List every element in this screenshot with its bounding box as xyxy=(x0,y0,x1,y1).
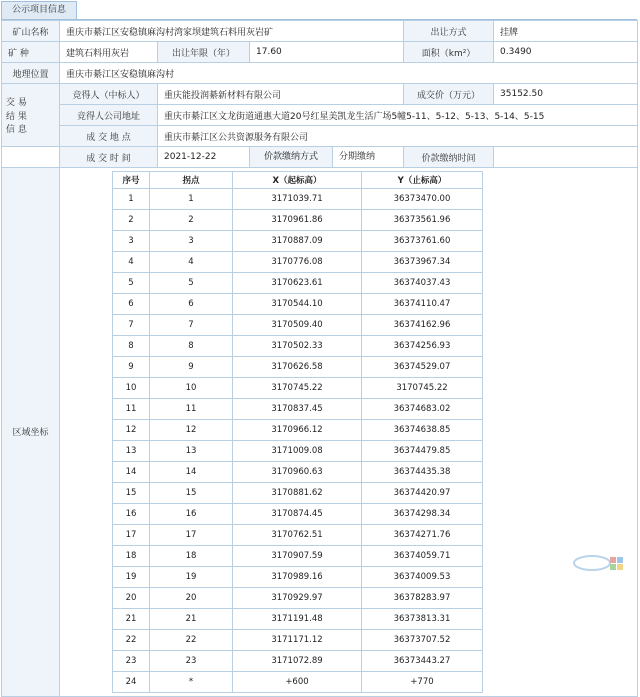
coords-row xyxy=(113,209,483,230)
term-value: 17.60 xyxy=(250,42,404,63)
coords-x: 3170887.09 xyxy=(233,230,362,251)
coords-x: 3170509.40 xyxy=(233,314,362,335)
pay-method-label: 价款缴纳方式 xyxy=(250,147,333,167)
coords-x: 3170776.08 xyxy=(233,251,362,272)
deal-time-label: 成 交 时 间 xyxy=(60,147,158,168)
coords-row xyxy=(113,314,483,335)
coords-header: 序号 xyxy=(113,172,150,189)
coords-seq: 24 xyxy=(113,671,150,692)
coords-point: 20 xyxy=(150,587,233,608)
coords-point: 5 xyxy=(150,272,233,293)
coords-x: 3170961.86 xyxy=(233,209,362,230)
coords-y: 36373707.52 xyxy=(362,629,483,650)
coords-x: 3170989.16 xyxy=(233,566,362,587)
coords-x: 3171171.12 xyxy=(233,629,362,650)
coords-x: 3170837.45 xyxy=(233,398,362,419)
watermark-logo-icon xyxy=(572,551,634,573)
coords-y: 36373813.31 xyxy=(362,608,483,629)
coords-y: 36374638.85 xyxy=(362,419,483,440)
transfer-method-label: 出让方式 xyxy=(404,21,494,42)
coords-row xyxy=(113,650,483,671)
coords-seq: 17 xyxy=(113,524,150,545)
coords-y: 36374162.96 xyxy=(362,314,483,335)
coords-header: X（起标高） xyxy=(233,172,362,189)
pay-method-value: 分期缴纳 xyxy=(339,152,376,162)
bidder-address-label: 竞得人公司地址 xyxy=(60,105,158,126)
pay-method-cell xyxy=(250,147,404,168)
coords-row xyxy=(113,230,483,251)
coords-y: 36374298.34 xyxy=(362,503,483,524)
coords-seq: 15 xyxy=(113,482,150,503)
coords-row xyxy=(113,272,483,293)
coords-x: 3171072.89 xyxy=(233,650,362,671)
coords-x: +600 xyxy=(233,671,362,692)
coords-y: 36374683.02 xyxy=(362,398,483,419)
location-label: 地理位置 xyxy=(2,63,60,84)
coords-x: 3170502.33 xyxy=(233,335,362,356)
coords-y: 36374271.76 xyxy=(362,524,483,545)
coords-row xyxy=(113,251,483,272)
coords-seq: 11 xyxy=(113,398,150,419)
coords-point: 8 xyxy=(150,335,233,356)
info-table xyxy=(1,20,638,697)
region-coords-cell xyxy=(60,168,638,697)
deal-time-spacer xyxy=(2,147,60,168)
price-value: 35152.50 xyxy=(494,84,638,105)
coords-seq: 4 xyxy=(113,251,150,272)
coords-row xyxy=(113,587,483,608)
coords-seq: 23 xyxy=(113,650,150,671)
coords-point: 23 xyxy=(150,650,233,671)
tab-project-info[interactable]: 公示项目信息 xyxy=(1,1,77,19)
bidder-address-value: 重庆市綦江区文龙街道通惠大道20号红星美凯龙生活广场5幢5-11、5-12、5-13、5-14、5-15 xyxy=(158,105,638,126)
coords-row xyxy=(113,482,483,503)
coords-row xyxy=(113,335,483,356)
coords-seq: 12 xyxy=(113,419,150,440)
coords-y: 36374435.38 xyxy=(362,461,483,482)
coords-x: 3170929.97 xyxy=(233,587,362,608)
coords-row xyxy=(113,356,483,377)
coords-seq: 21 xyxy=(113,608,150,629)
coords-y: 36374009.53 xyxy=(362,566,483,587)
term-label: 出让年限（年） xyxy=(158,42,250,63)
region-label: 区域坐标 xyxy=(2,168,60,697)
mine-name-value: 重庆市綦江区安稳镇麻沟村湾家坝建筑石料用灰岩矿 xyxy=(60,21,404,42)
coords-x: 3170544.10 xyxy=(233,293,362,314)
deal-place-label: 成 交 地 点 xyxy=(60,126,158,147)
coords-seq: 5 xyxy=(113,272,150,293)
coords-header: Y（止标高） xyxy=(362,172,483,189)
coords-point: 10 xyxy=(150,377,233,398)
coords-point: 7 xyxy=(150,314,233,335)
coords-point: 13 xyxy=(150,440,233,461)
coords-y: 36373470.00 xyxy=(362,188,483,209)
coords-row xyxy=(113,377,483,398)
bidder-label: 竞得人（中标人） xyxy=(60,84,158,105)
price-label: 成交价（万元） xyxy=(404,84,494,105)
coords-seq: 9 xyxy=(113,356,150,377)
coords-point: 11 xyxy=(150,398,233,419)
location-value: 重庆市綦江区安稳镇麻沟村 xyxy=(60,63,638,84)
coords-seq: 16 xyxy=(113,503,150,524)
coords-point: 6 xyxy=(150,293,233,314)
coords-y: 36374059.71 xyxy=(362,545,483,566)
pay-time-value xyxy=(494,147,638,168)
coords-point: 12 xyxy=(150,419,233,440)
coords-y: 36373967.34 xyxy=(362,251,483,272)
coords-seq: 10 xyxy=(113,377,150,398)
deal-place-value: 重庆市綦江区公共资源服务有限公司 xyxy=(158,126,638,147)
coords-y: 36374420.97 xyxy=(362,482,483,503)
coords-seq: 8 xyxy=(113,335,150,356)
coords-row xyxy=(113,629,483,650)
coords-point: 2 xyxy=(150,209,233,230)
coords-seq: 2 xyxy=(113,209,150,230)
coords-x: 3170966.12 xyxy=(233,419,362,440)
coords-point: 3 xyxy=(150,230,233,251)
area-value: 0.3490 xyxy=(494,42,638,63)
coords-seq: 14 xyxy=(113,461,150,482)
coords-row xyxy=(113,671,483,692)
coords-point: 9 xyxy=(150,356,233,377)
coords-y: 36374529.07 xyxy=(362,356,483,377)
coords-y: 3170745.22 xyxy=(362,377,483,398)
coords-seq: 20 xyxy=(113,587,150,608)
tab-bar xyxy=(1,1,637,20)
coords-x: 3171191.48 xyxy=(233,608,362,629)
coords-point: 1 xyxy=(150,188,233,209)
coords-row xyxy=(113,440,483,461)
coords-header-row xyxy=(113,172,483,189)
coords-point: 21 xyxy=(150,608,233,629)
bidder-value: 重庆能投润綦新材料有限公司 xyxy=(158,84,404,105)
coords-row xyxy=(113,608,483,629)
coords-header: 拐点 xyxy=(150,172,233,189)
coords-point: * xyxy=(150,671,233,692)
coords-point: 14 xyxy=(150,461,233,482)
coords-point: 17 xyxy=(150,524,233,545)
coords-point: 16 xyxy=(150,503,233,524)
transfer-method-value: 挂牌 xyxy=(494,21,638,42)
coords-x: 3170745.22 xyxy=(233,377,362,398)
coords-row xyxy=(113,503,483,524)
coords-x: 3171009.08 xyxy=(233,440,362,461)
coords-seq: 18 xyxy=(113,545,150,566)
coords-y: 36374479.85 xyxy=(362,440,483,461)
coords-row xyxy=(113,293,483,314)
coords-row xyxy=(113,545,483,566)
mineral-value: 建筑石料用灰岩 xyxy=(60,42,158,63)
coords-y: 36374037.43 xyxy=(362,272,483,293)
coords-x: 3170626.58 xyxy=(233,356,362,377)
coords-y: +770 xyxy=(362,671,483,692)
coords-x: 3171039.71 xyxy=(233,188,362,209)
coords-y: 36374256.93 xyxy=(362,335,483,356)
coords-table xyxy=(112,171,483,693)
coords-seq: 6 xyxy=(113,293,150,314)
pay-time-label: 价款缴纳时间 xyxy=(404,147,494,168)
coords-row xyxy=(113,188,483,209)
coords-y: 36373761.60 xyxy=(362,230,483,251)
coords-seq: 19 xyxy=(113,566,150,587)
coords-point: 19 xyxy=(150,566,233,587)
mine-name-label: 矿山名称 xyxy=(2,21,60,42)
coords-y: 36378283.97 xyxy=(362,587,483,608)
coords-y: 36373443.27 xyxy=(362,650,483,671)
coords-x: 3170907.59 xyxy=(233,545,362,566)
coords-point: 4 xyxy=(150,251,233,272)
mineral-label: 矿 种 xyxy=(2,42,60,63)
coords-x: 3170881.62 xyxy=(233,482,362,503)
coords-y: 36374110.47 xyxy=(362,293,483,314)
coords-x: 3170623.61 xyxy=(233,272,362,293)
coords-seq: 22 xyxy=(113,629,150,650)
coords-x: 3170874.45 xyxy=(233,503,362,524)
coords-point: 22 xyxy=(150,629,233,650)
area-label: 面积（km²） xyxy=(404,42,494,63)
coords-row xyxy=(113,419,483,440)
coords-row xyxy=(113,461,483,482)
coords-seq: 1 xyxy=(113,188,150,209)
coords-point: 18 xyxy=(150,545,233,566)
coords-y: 36373561.96 xyxy=(362,209,483,230)
project-info-panel xyxy=(1,1,637,697)
coords-x: 3170762.51 xyxy=(233,524,362,545)
coords-seq: 13 xyxy=(113,440,150,461)
coords-seq: 3 xyxy=(113,230,150,251)
deal-time-value: 2021-12-22 xyxy=(158,147,250,168)
coords-seq: 7 xyxy=(113,314,150,335)
coords-x: 3170960.63 xyxy=(233,461,362,482)
coords-row xyxy=(113,524,483,545)
coords-row xyxy=(113,398,483,419)
deal-result-label: 交 易 结 果 信 息 xyxy=(2,84,60,147)
coords-point: 15 xyxy=(150,482,233,503)
